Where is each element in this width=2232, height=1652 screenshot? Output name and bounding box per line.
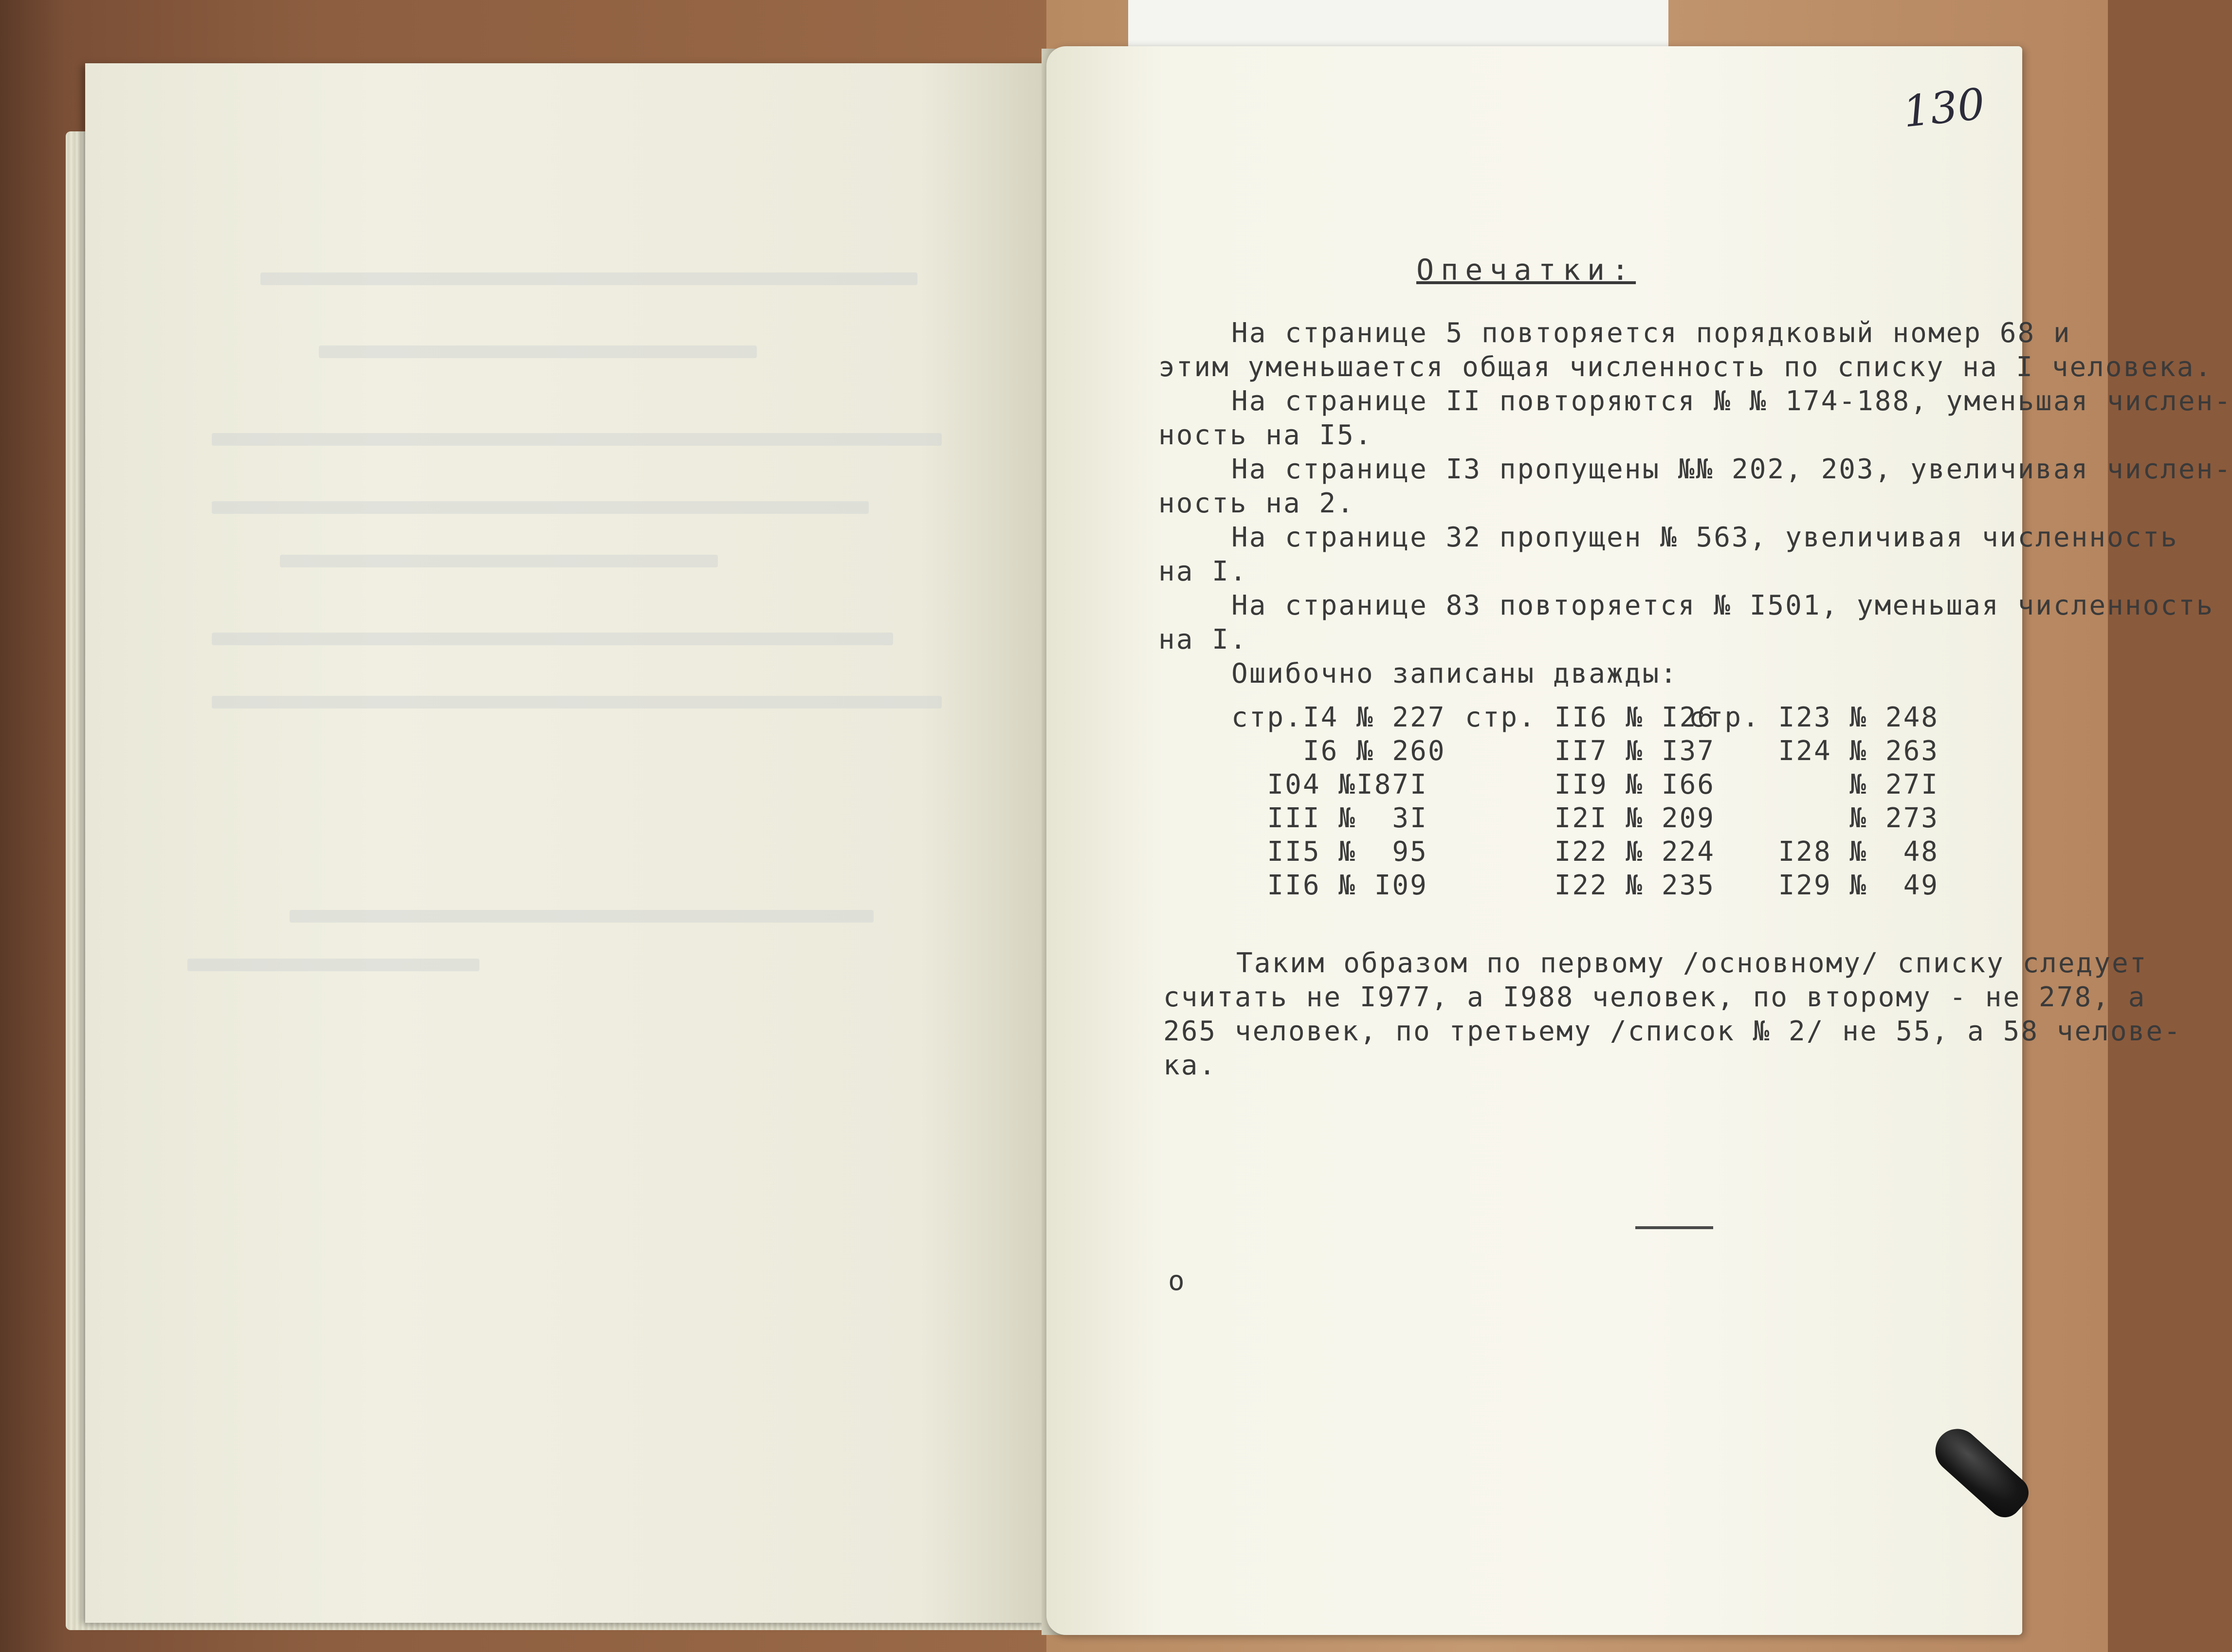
page-number: 130 [1901, 78, 1987, 137]
bleed-through-line [187, 959, 479, 971]
bleed-through-line [212, 433, 942, 446]
errata-entry: № 273 [1689, 802, 1939, 834]
footer-mark: о [1168, 1265, 1186, 1297]
bleed-through-line [280, 555, 718, 567]
bleed-through-line [290, 910, 874, 923]
errata-entry: I28 № 48 [1689, 836, 1939, 868]
errata-entry: III № 3I [1231, 802, 1428, 834]
bleed-through-line [260, 272, 917, 285]
text-line: ность на I5. [1158, 419, 1373, 451]
text-line: Таким образом по первому /основному/ списку следует [1236, 947, 2148, 979]
text-line: На странице 83 повторяется № I501, уменьшая численность [1231, 590, 2214, 621]
errata-entry: стр. I23 № 248 [1689, 702, 1939, 733]
errata-entry: I2I № 209 [1465, 802, 1716, 834]
errata-entry: II9 № I66 [1465, 769, 1716, 800]
errata-entry: стр.I4 № 227 [1231, 702, 1446, 733]
text-line: Ошибочно записаны дважды: [1231, 658, 1678, 690]
errata-entry: I6 № 260 [1231, 735, 1446, 767]
bleed-through-line [212, 633, 893, 645]
text-line: 265 человек, по третьему /список № 2/ не 55, а 58 челове- [1163, 1016, 2182, 1047]
text-line: ность на 2. [1158, 488, 1355, 519]
errata-entry: II6 № I09 [1231, 870, 1428, 901]
errata-entry: II7 № I37 [1465, 735, 1716, 767]
text-line: На странице 32 пропущен № 563, увеличивая численность [1231, 522, 2178, 553]
end-rule [1635, 1226, 1713, 1229]
text-line: на I. [1158, 556, 1248, 587]
left-page [85, 63, 1066, 1623]
bleed-through-line [319, 345, 757, 358]
text-line: на I. [1158, 624, 1248, 655]
errata-entry: № 27I [1689, 769, 1939, 800]
page-title: Опечатки: [1416, 253, 1636, 287]
text-line: На странице I3 пропущены №№ 202, 203, увеличивая числен- [1231, 454, 2232, 485]
errata-entry: II5 № 95 [1231, 836, 1428, 868]
bleed-through-line [212, 696, 942, 708]
errata-entry: стр. II6 № I26 [1465, 702, 1716, 733]
errata-entry: I04 №I87I [1231, 769, 1428, 800]
errata-entry: I22 № 224 [1465, 836, 1716, 868]
text-line: На странице II повторяются № № 174-188, уменьшая числен- [1231, 385, 2232, 417]
text-line: ка. [1163, 1050, 1217, 1081]
text-line: этим уменьшается общая численность по списку на I человека. [1158, 351, 2213, 383]
bleed-through-line [212, 501, 869, 514]
text-line: На странице 5 повторяется порядковый номер 68 и [1231, 317, 2071, 349]
errata-entry: I29 № 49 [1689, 870, 1939, 901]
text-line: считать не I977, а I988 человек, по второму - не 278, а [1163, 981, 2146, 1013]
errata-entry: I24 № 263 [1689, 735, 1939, 767]
errata-entry: I22 № 235 [1465, 870, 1716, 901]
